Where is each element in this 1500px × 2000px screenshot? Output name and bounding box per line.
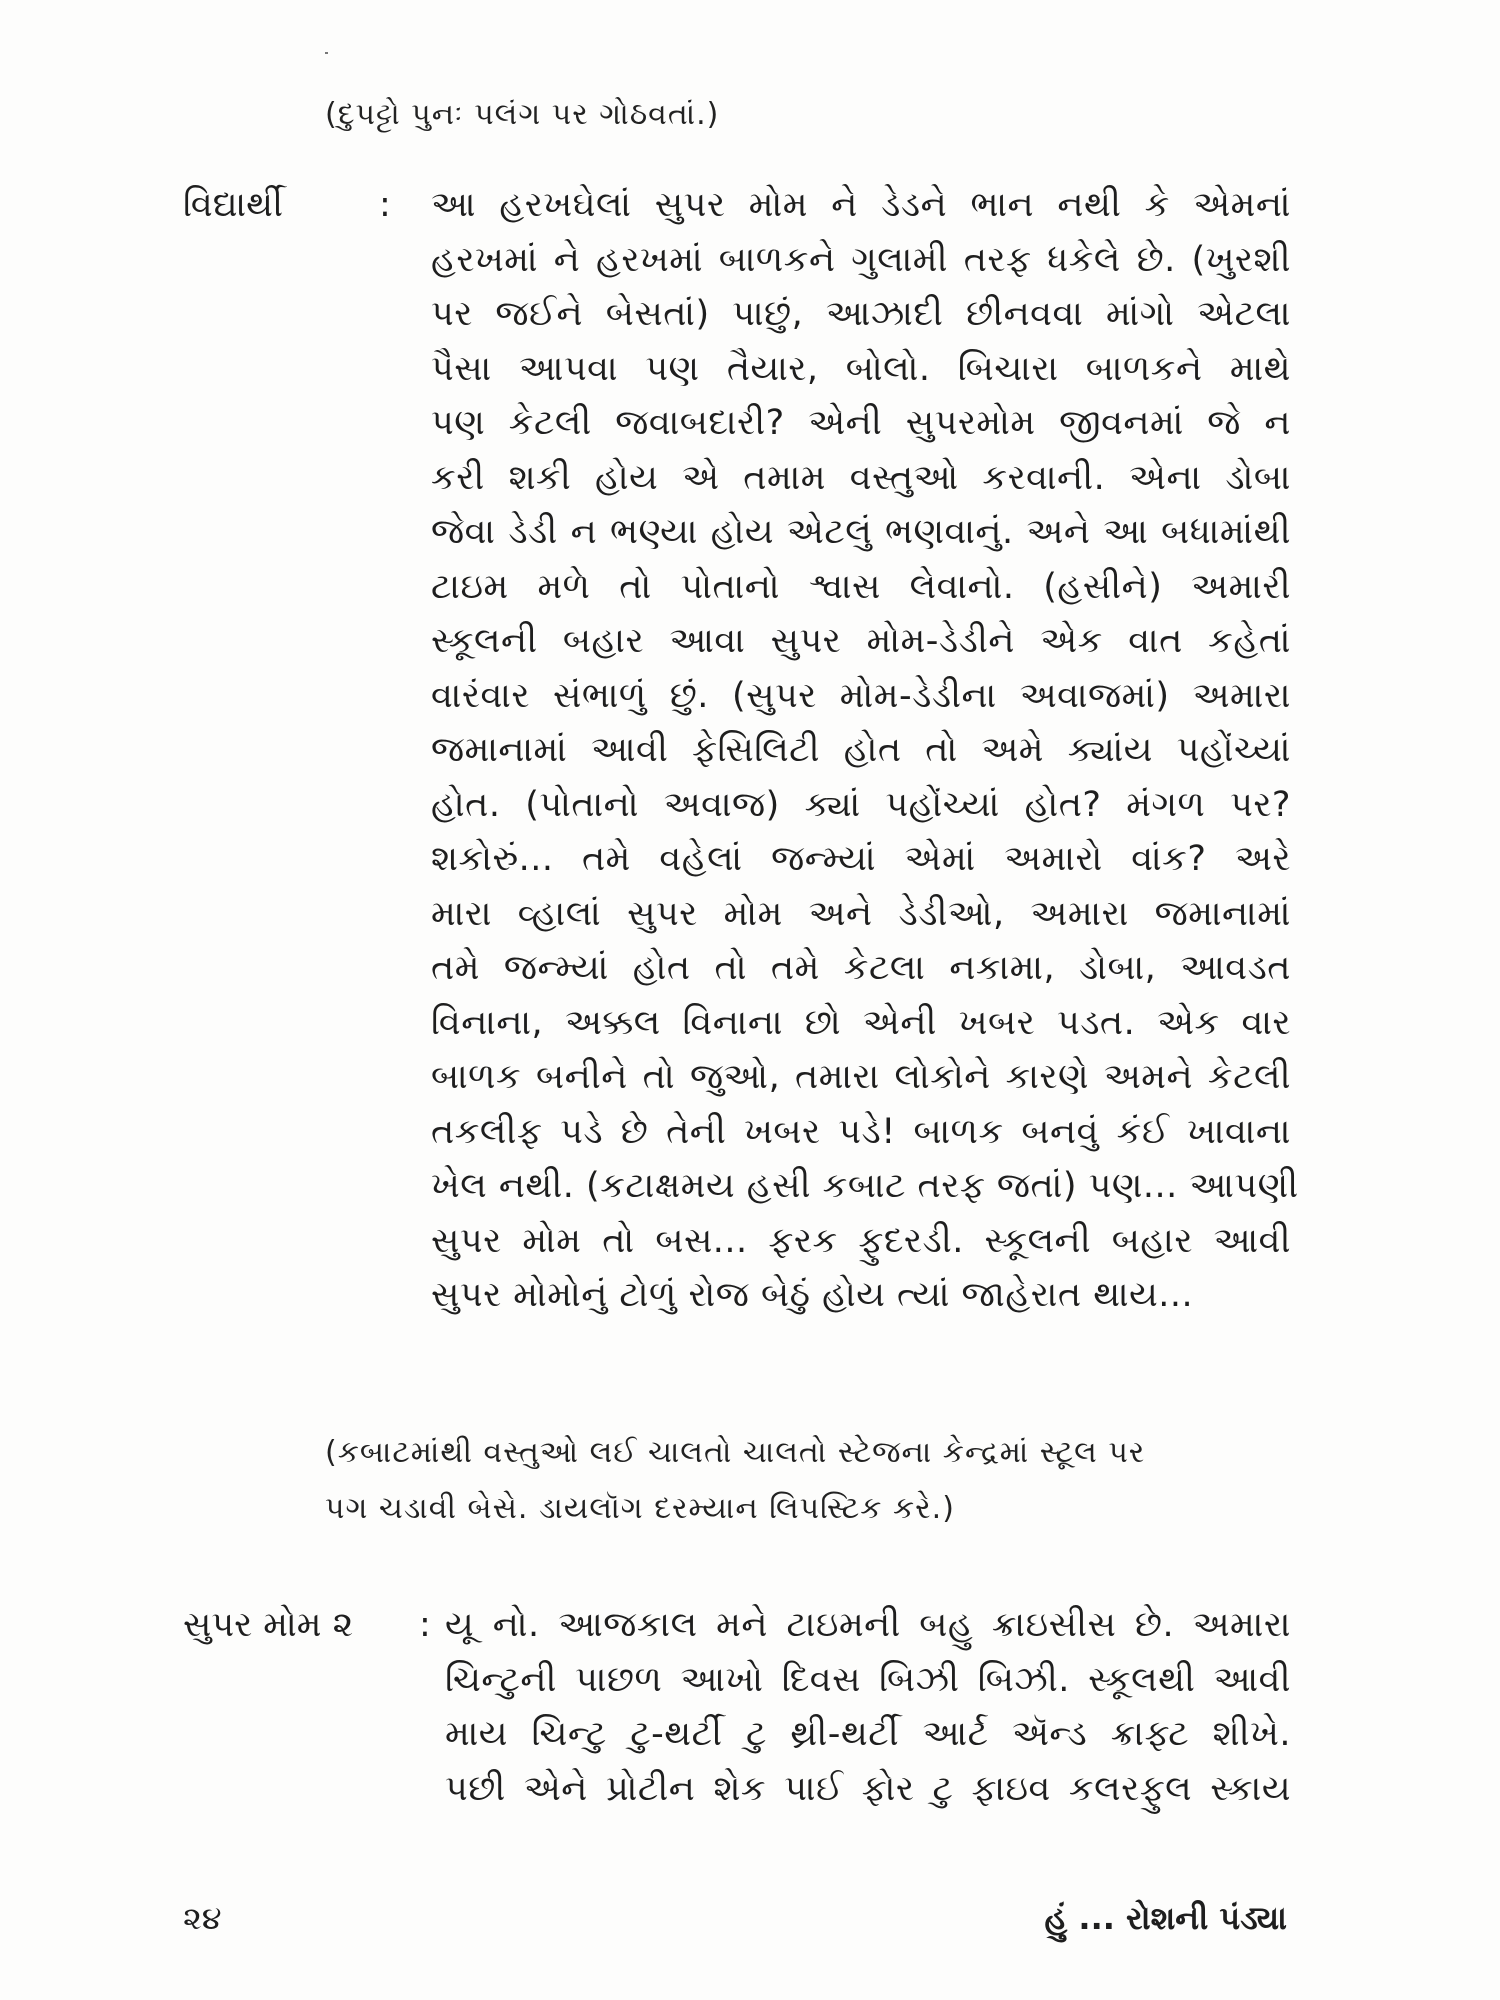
dialogue-line: શકોરું... તમે વહેલાં જન્મ્યાં એમાં અમારો વાંક? અરે	[431, 839, 1291, 879]
dialogue-line: યૂ નો. આજકાલ મને ટાઇમની બહુ ક્રાઇસીસ છે. અમારા	[445, 1605, 1291, 1645]
speaker-colon: :	[379, 185, 391, 225]
stage-direction-middle	[325, 1430, 1145, 1532]
dialogue-line: બાળક બનીને તો જુઓ, તમારા લોકોને કારણે અમને કેટલી	[431, 1057, 1291, 1097]
dialogue-line: પણ કેટલી જવાબદારી? એની સુપરમોમ જીવનમાં જે ન	[431, 403, 1291, 443]
stage-direction-line: પગ ચડાવી બેસે. ડાયલૉગ દરમ્યાન લિપસ્ટિક કરે.)	[325, 1491, 955, 1526]
speaker-colon: :	[419, 1605, 431, 1645]
dialogue-line: વિનાના, અક્કલ વિનાના છો એની ખબર પડત. એક વાર	[431, 1002, 1291, 1043]
dialogue-line: ચિન્ટુની પાછળ આખો દિવસ બિઝી બિઝી. સ્કૂલથી આવી	[445, 1659, 1291, 1700]
dialogue-line: તમે જન્મ્યાં હોત તો તમે કેટલા નકામા, ડોબા, આવડત	[431, 948, 1291, 988]
dialogue-line: પૈસા આપવા પણ તૈયાર, બોલો. બિચારા બાળકને માથે	[431, 348, 1291, 389]
dialogue-line: પર જઈને બેસતાં) પાછું, આઝાદી છીનવવા માંગો એટલા	[431, 294, 1291, 334]
dialogue-line: સ્કૂલની બહાર આવા સુપર મોમ-ડેડીને એક વાત કહેતાં	[431, 621, 1291, 661]
dialogue-line: કરી શકી હોય એ તમામ વસ્તુઓ કરવાની. એના ડોબા	[431, 457, 1291, 498]
dialogue-line: જેવા ડેડી ન ભણ્યા હોય એટલું ભણવાનું. અને આ બધામાંથી	[431, 512, 1291, 552]
dialogue-line: હોત. (પોતાનો અવાજ) ક્યાં પહોંચ્યાં હોત? મંગળ પર?	[431, 784, 1291, 825]
stage-direction-line: (કબાટમાંથી વસ્તુઓ લઈ ચાલતો ચાલતો સ્ટેજના કેન્દ્રમાં સ્ટૂલ પર	[325, 1435, 1146, 1470]
dialogue-block-super-mom-2	[183, 1598, 1303, 1838]
dialogue-line: પછી એને પ્રોટીન શેક પાઈ ફોર ટુ ફાઇવ કલરફુલ સ્કાય	[445, 1768, 1291, 1809]
dialogue-line: જમાનામાં આવી ફેસિલિટી હોત તો અમે ક્યાંય પહોંચ્યાં	[431, 730, 1291, 770]
print-speck	[325, 52, 328, 54]
book-title: હું ... રોશની પંડ્યા	[1044, 1899, 1287, 1937]
dialogue-block-student	[183, 178, 1303, 1358]
dialogue-text	[445, 1598, 1291, 1816]
dialogue-text	[431, 178, 1299, 1323]
dialogue-line: સુપર મોમોનું ટોળું રોજ બેઠું હોય ત્યાં જાહેરાત થાય...	[431, 1275, 1194, 1315]
dialogue-line: ટાઇમ મળે તો પોતાનો શ્વાસ લેવાનો. (હસીને) અમારી	[431, 566, 1291, 607]
dialogue-line: હરખમાં ને હરખમાં બાળકને ગુલામી તરફ ધકેલે છે. (ખુરશી	[431, 239, 1291, 280]
dialogue-line: માય ચિન્ટુ ટુ-થર્ટી ટુ થ્રી-થર્ટી આર્ટ ઍન્ડ ક્રાફ્ટ શીખે.	[445, 1714, 1291, 1754]
dialogue-line: તકલીફ પડે છે તેની ખબર પડે! બાળક બનવું કંઈ ખાવાના	[431, 1111, 1291, 1152]
speaker-name: વિદ્યાર્થી	[183, 185, 283, 225]
dialogue-line: ખેલ નથી. (કટાક્ષમય હસી કબાટ તરફ જતાં) પણ... આપણી	[431, 1166, 1299, 1206]
dialogue-line: વારંવાર સંભાળું છું. (સુપર મોમ-ડેડીના અવાજમાં) અમારા	[431, 675, 1291, 716]
dialogue-line: સુપર મોમ તો બસ... ફરક ફુદરડી. સ્કૂલની બહાર આવી	[431, 1220, 1291, 1261]
page-number: ૨૪	[183, 1899, 222, 1937]
stage-direction-top: (દુપટ્ટો પુનઃ પલંગ પર ગોઠવતાં.)	[325, 97, 720, 132]
speaker-name: સુપર મોમ ૨	[183, 1605, 354, 1645]
dialogue-line: આ હરખઘેલાં સુપર મોમ ને ડેડને ભાન નથી કે એમનાં	[431, 185, 1291, 225]
dialogue-line: મારા વ્હાલાં સુપર મોમ અને ડેડીઓ, અમારા જમાનામાં	[431, 893, 1291, 934]
